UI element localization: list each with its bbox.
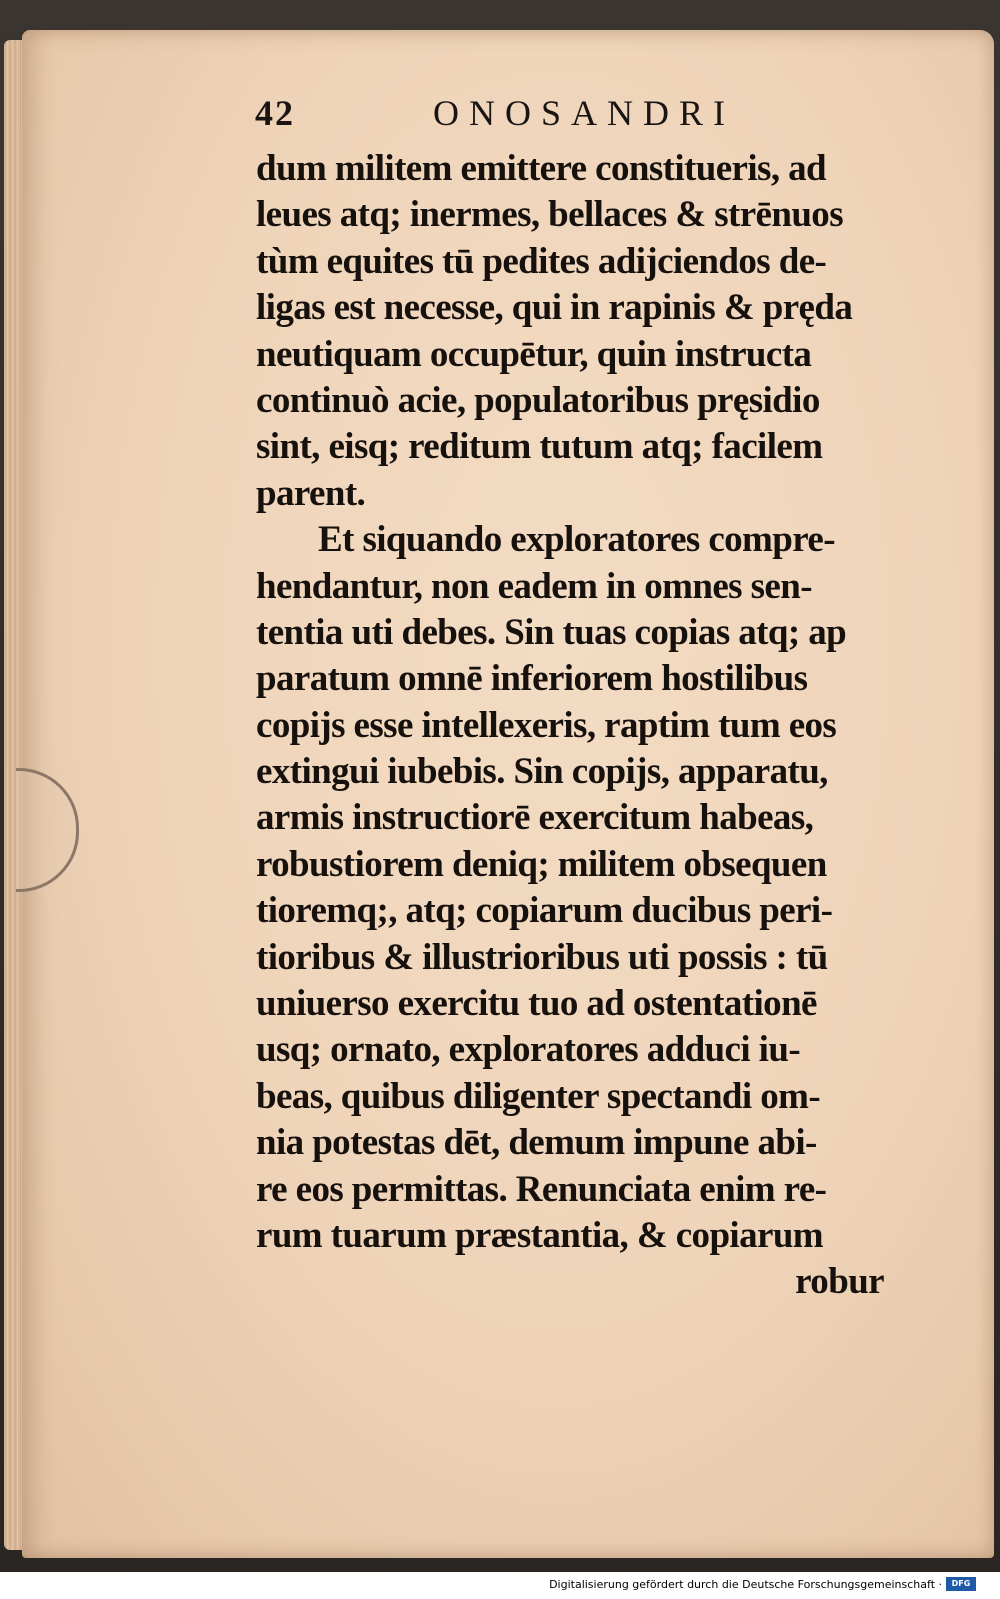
text-line: continuò acie, populatoribus pręsidio xyxy=(256,379,820,421)
text-line: rum tuarum præstantia, & copiarum xyxy=(256,1214,824,1256)
text-line: tùm equites tū pedites adijciendos de- xyxy=(256,240,827,282)
catchword: robur xyxy=(795,1261,884,1303)
dfg-logo-icon: DFG xyxy=(946,1577,976,1591)
text-line: uniuerso exercitu tuo ad ostentationē xyxy=(256,983,817,1025)
text-line: dum militem emittere constitueris, ad xyxy=(256,148,827,189)
text-line: armis instructiorē exercitum habeas, xyxy=(256,797,814,839)
text-line: parent. xyxy=(256,472,366,514)
text-line: re eos permittas. Renunciata enim re- xyxy=(256,1168,827,1210)
digitization-footer xyxy=(0,1572,1000,1599)
text-line: sint, eisq; reditum tutum atq; facilem xyxy=(256,426,823,468)
text-line: leues atq; inermes, bellaces & strēnuos xyxy=(256,194,844,236)
text-line: copijs esse intellexeris, raptim tum eos xyxy=(256,704,837,746)
funding-credit: Digitalisierung gefördert durch die Deutsche Forschungsgemeinschaft · xyxy=(549,1578,942,1591)
page-header xyxy=(255,92,775,142)
text-line: tentia uti debes. Sin tuas copias atq; ap xyxy=(256,611,847,653)
page-number: 42 xyxy=(255,93,295,133)
running-head: ONOSANDRI xyxy=(433,93,736,133)
text-line: neutiquam occupētur, quin instructa xyxy=(256,333,812,375)
text-line: beas, quibus diligenter spectandi om- xyxy=(256,1075,821,1117)
paragraph-start-line: Et siquando exploratores compre- xyxy=(318,519,835,561)
text-line: hendantur, non eadem in omnes sen- xyxy=(256,565,812,607)
text-line: tioribus & illustrioribus uti possis : tū xyxy=(256,936,828,978)
text-line: usq; ornato, exploratores adduci iu- xyxy=(256,1029,801,1071)
text-line: paratum omnē inferiorem hostilibus xyxy=(256,658,808,700)
body-text xyxy=(256,146,896,1306)
text-line: ligas est necesse, qui in rapinis & pręda xyxy=(256,287,853,329)
text-line: extingui iubebis. Sin copijs, apparatu, xyxy=(256,751,828,793)
text-line: nia potestas dēt, demum impune abi- xyxy=(256,1122,817,1164)
text-line: robustiorem deniq; militem obsequen xyxy=(256,843,827,885)
text-line: tioremq;, atq; copiarum ducibus peri- xyxy=(256,890,833,932)
clasp-ring xyxy=(16,768,79,892)
